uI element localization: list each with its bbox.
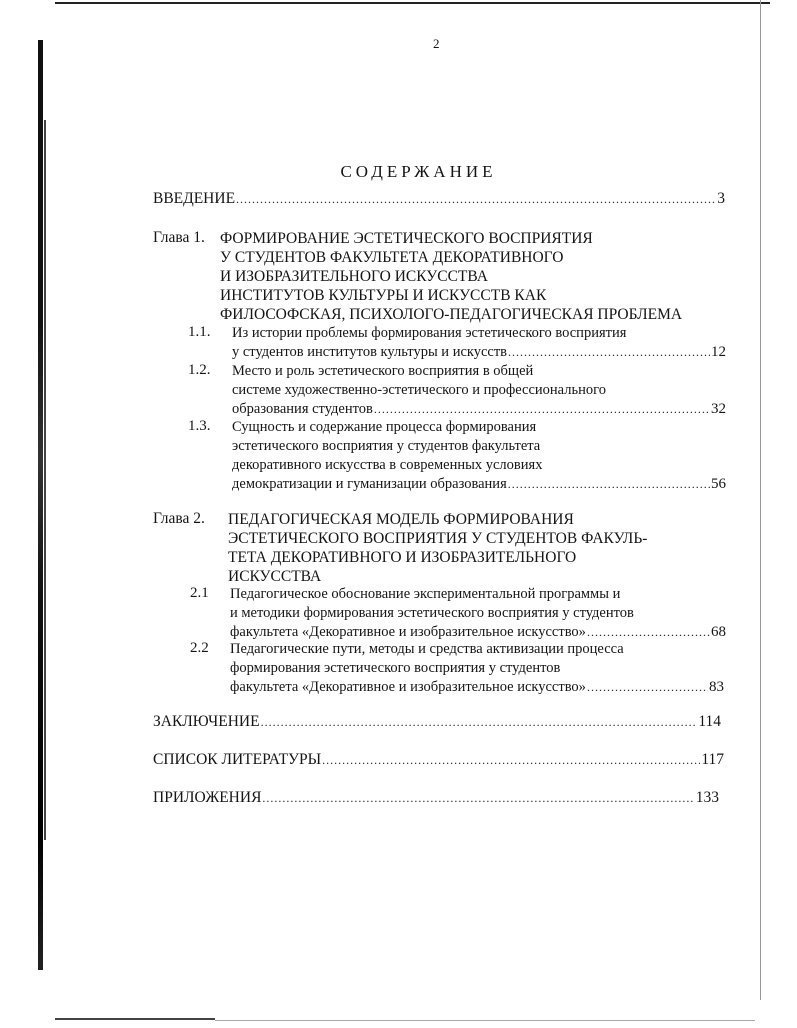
section-page: 68 [711,624,726,640]
toc-entry-conclusion[interactable] [153,713,721,731]
section-page: 56 [711,476,726,492]
section-last-line [232,343,726,362]
section-last-line [232,400,726,419]
chapter-1-title-line: ИНСТИТУТОВ КУЛЬТУРЫ И ИСКУССТВ КАК [220,287,547,304]
section-line: Место и роль эстетического восприятия в общей [232,363,534,379]
section-1-3-number: 1.3. [188,418,211,434]
chapter-2-title-line: ТЕТА ДЕКОРАТИВНОГО И ИЗОБРАЗИТЕЛЬНОГО [228,549,577,566]
section-line: декоративного искусства в современных условиях [232,457,543,473]
toc-title: СОДЕРЖАНИЕ [340,162,497,181]
dot-leader [374,400,710,419]
toc-entry-intro[interactable] [153,190,725,208]
section-1-2-number: 1.2. [188,362,211,378]
toc-entry-label: ЗАКЛЮЧЕНИЕ [153,713,260,730]
section-line: Педагогические пути, методы и средства активизации процесса [230,641,624,657]
section-1-3[interactable] [232,418,726,494]
section-page: 12 [711,344,726,360]
section-line: эстетического восприятия у студентов факультета [232,438,541,454]
chapter-2-title-line: ИСКУССТВА [228,568,322,585]
section-page: 32 [711,401,726,417]
toc-entry-page: 3 [717,190,725,207]
section-line: образования студентов [232,401,373,417]
chapter-1-title-line: ФИЛОСОФСКАЯ, ПСИХОЛОГО-ПЕДАГОГИЧЕСКАЯ ПРОБЛЕМА [220,306,683,323]
toc-entry-appendices[interactable] [153,789,719,807]
toc-entry-label: СПИСОК ЛИТЕРАТУРЫ [153,751,322,768]
dot-leader [508,343,710,362]
toc-entry-label: ПРИЛОЖЕНИЯ [153,789,262,806]
section-last-line [232,475,726,494]
chapter-2-title-line: ЭСТЕТИЧЕСКОГО ВОСПРИЯТИЯ У СТУДЕНТОВ ФАКУЛЬ- [228,530,648,547]
dot-leader [236,190,716,208]
section-2-2-number: 2.2 [190,640,209,656]
dot-leader [587,678,708,697]
section-2-1[interactable] [230,585,726,642]
scan-border-top [55,2,770,4]
dot-leader [262,789,694,807]
section-1-2[interactable] [232,362,726,419]
chapter-2-label: Глава 2. [153,510,205,527]
section-2-2[interactable] [230,640,724,697]
section-line: Педагогическое обоснование экспериментальной программы и [230,586,621,602]
page-number: 2 [433,36,440,51]
section-line: Из истории проблемы формирования эстетического восприятия [232,325,627,341]
scan-border-right [760,0,761,1000]
toc-entry-page: 114 [698,713,721,730]
scan-border-bottom-faint [215,1020,755,1021]
section-line: демократизации и гуманизации образования [232,476,507,492]
section-page: 83 [709,679,724,695]
toc-entry-page: 117 [701,751,724,768]
toc-entry-bibliography[interactable] [153,751,724,769]
section-line: и методики формирования эстетического восприятия у студентов [230,605,634,621]
scan-border-bottom [55,1018,215,1020]
scan-border-left-inner [44,120,46,840]
section-line: Сущность и содержание процесса формирования [232,419,537,435]
section-2-1-number: 2.1 [190,585,209,601]
chapter-1-label: Глава 1. [153,229,205,246]
chapter-2-title[interactable] [228,510,647,586]
section-line: системе художественно-эстетического и профессионального [232,382,606,398]
dot-leader [322,751,700,769]
section-line: факультета «Декоративное и изобразительное искусство» [230,624,586,640]
dot-leader [261,713,698,731]
section-1-1-number: 1.1. [188,324,211,340]
section-last-line [230,678,724,697]
dot-leader [508,475,710,494]
chapter-1-title-line: И ИЗОБРАЗИТЕЛЬНОГО ИСКУССТВА [220,268,488,285]
toc-entry-page: 133 [695,789,719,806]
section-line: формирования эстетического восприятия у студентов [230,660,561,676]
chapter-1-title-line: У СТУДЕНТОВ ФАКУЛЬТЕТА ДЕКОРАТИВНОГО [220,249,564,266]
section-line: у студентов институтов культуры и искусств [232,344,508,360]
chapter-1-title-line: ФОРМИРОВАНИЕ ЭСТЕТИЧЕСКОГО ВОСПРИЯТИЯ [220,230,593,247]
toc-entry-label: ВВЕДЕНИЕ [153,190,236,207]
chapter-2-title-line: ПЕДАГОГИЧЕСКАЯ МОДЕЛЬ ФОРМИРОВАНИЯ [228,511,574,528]
section-line: факультета «Декоративное и изобразительное искусство» [230,679,586,695]
section-1-1[interactable] [232,324,726,362]
chapter-1-title[interactable] [220,229,682,324]
